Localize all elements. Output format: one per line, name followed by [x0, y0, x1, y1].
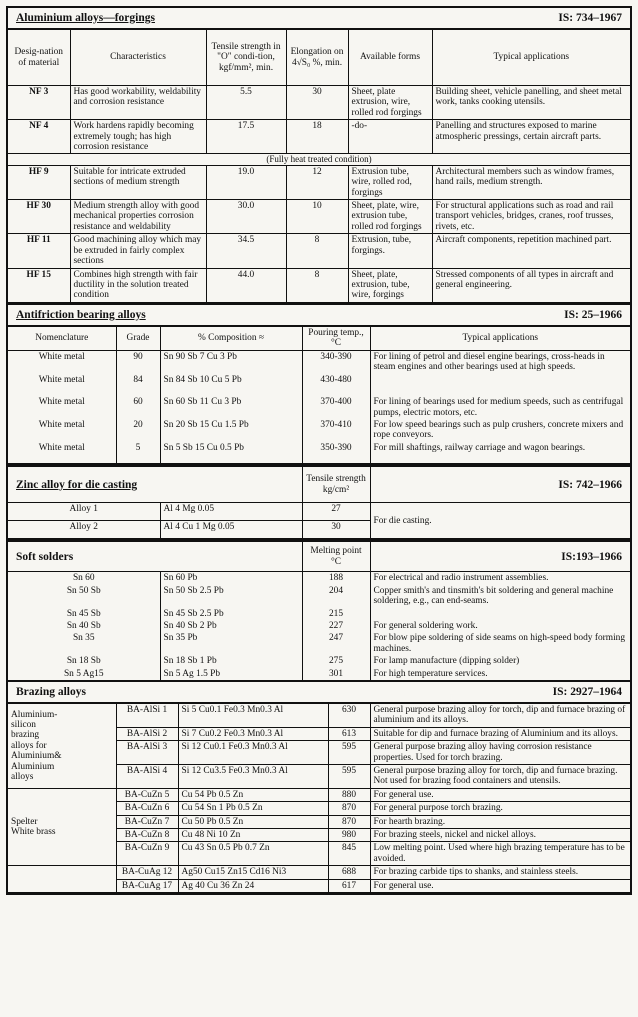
- solder-composition-cell: Sn 60 Pb: [160, 572, 302, 585]
- characteristics-cell: Has good workability, weldability and corrosion resistance: [70, 86, 206, 120]
- composition-cell: Sn 60 Sb 11 Cu 3 Pb: [160, 396, 302, 419]
- forms-cell: Extrusion tube, wire, rolled rod, forgings: [348, 165, 432, 199]
- antifriction-title: Antifriction bearing alloys: [16, 308, 146, 321]
- table-row: [8, 374, 630, 396]
- applications-cell: Stressed components of all types in aircraft and general engineering.: [432, 268, 630, 302]
- tensile-cell: 19.0: [206, 165, 286, 199]
- tensile-cell: 17.5: [206, 120, 286, 154]
- applications-cell: Aircraft components, repetition machined part.: [432, 234, 630, 268]
- melting-point-cell: 204: [302, 585, 370, 608]
- col-forms: Available forms: [348, 30, 432, 86]
- solder-application-cell: For electrical and radio instrument assemblies.: [370, 572, 630, 585]
- brazing-grade-cell: BA-CuZn 8: [116, 829, 178, 842]
- solder-name-cell: Sn 60: [8, 572, 160, 585]
- col-composition: % Composition ≈: [160, 326, 302, 350]
- designation-cell: HF 30: [8, 200, 70, 234]
- zinc-application: For die casting.: [370, 503, 630, 539]
- application-cell: For mill shaftings, railway carriage and wagon bearings.: [370, 442, 630, 464]
- tensile-cell: 34.5: [206, 234, 286, 268]
- solder-name-cell: Sn 35: [8, 632, 160, 655]
- group-label-line: Aluminium: [11, 761, 55, 772]
- col-grade: Grade: [116, 326, 160, 350]
- elongation-cell: 30: [286, 86, 348, 120]
- brazing-group-label: [8, 704, 116, 789]
- brazing-grade-cell: BA-CuZn 6: [116, 802, 178, 815]
- table-row: [8, 442, 630, 464]
- brazing-application-cell: For hearth brazing.: [370, 815, 630, 828]
- zinc-standard: IS: 742–1966: [558, 478, 622, 491]
- table-row: [8, 866, 630, 879]
- col-typical-applications: Typical applications: [370, 326, 630, 350]
- solders-table: [8, 541, 630, 680]
- brazing-melting-cell: 613: [328, 727, 370, 740]
- composition-cell: Sn 5 Sb 15 Cu 0.5 Pb: [160, 442, 302, 464]
- characteristics-cell: Medium strength alloy with good mechanical properties corrosion resistance and weldability: [70, 200, 206, 234]
- elongation-cell: 8: [286, 234, 348, 268]
- brazing-application-cell: Suitable for dip and furnace brazing of Aluminium and its alloys.: [370, 727, 630, 740]
- forms-cell: -do-: [348, 120, 432, 154]
- composition-cell: Sn 84 Sb 10 Cu 5 Pb: [160, 374, 302, 396]
- solder-name-cell: Sn 45 Sb: [8, 608, 160, 620]
- table-row: [8, 704, 630, 728]
- brazing-application-cell: General purpose brazing alloy having corrosion resistance properties. Used for torch brazing.: [370, 741, 630, 765]
- grade-cell: 84: [116, 374, 160, 396]
- melting-point-cell: 247: [302, 632, 370, 655]
- melting-point-cell: 188: [302, 572, 370, 585]
- col-applications: Typical applications: [432, 30, 630, 86]
- solder-application-cell: For blow pipe soldering of side seams on high-speed body forming machines.: [370, 632, 630, 655]
- brazing-standard: IS: 2927–1964: [552, 686, 622, 698]
- tensile-cell: 5.5: [206, 86, 286, 120]
- table-row: [8, 350, 630, 374]
- col-characteristics: Characteristics: [70, 30, 206, 86]
- table-row: [8, 86, 630, 120]
- brazing-application-cell: General purpose brazing alloy for torch, dip and furnace brazing. Not used for brazing food containers and utensils.: [370, 765, 630, 789]
- pouring-temp-cell: 370-400: [302, 396, 370, 419]
- table-row: [8, 200, 630, 234]
- designation-cell: HF 11: [8, 234, 70, 268]
- forms-cell: Extrusion, tube, forgings.: [348, 234, 432, 268]
- col-elongation: Elongation on 4√S₀ %, min.: [286, 30, 348, 86]
- brazing-composition-cell: Cu 43 Sn 0.5 Pb 0.7 Zn: [178, 842, 328, 866]
- brazing-composition-cell: Si 12 Cu0.1 Fe0.3 Mn0.3 Al: [178, 741, 328, 765]
- grade-cell: 90: [116, 350, 160, 374]
- group-label-line: White brass: [11, 827, 56, 838]
- characteristics-cell: Work hardens rapidly becoming extremely tough; has high corrosion resistance: [70, 120, 206, 154]
- melting-point-cell: 301: [302, 668, 370, 680]
- table-row: [8, 620, 630, 632]
- brazing-melting-cell: 980: [328, 829, 370, 842]
- solder-application-cell: For lamp manufacture (dipping solder): [370, 655, 630, 667]
- solder-composition-cell: Sn 18 Sb 1 Pb: [160, 655, 302, 667]
- brazing-grade-cell: BA-CuZn 9: [116, 842, 178, 866]
- solder-application-cell: Copper smith's and tinsmith's bit soldering and general machine soldering, e.g., can end-seams.: [370, 585, 630, 608]
- group-label-line: silicon: [11, 719, 36, 730]
- grade-cell: 60: [116, 396, 160, 419]
- forgings-standard: IS: 734–1967: [558, 12, 622, 24]
- table-row: [8, 608, 630, 620]
- brazing-group-label: [8, 788, 116, 865]
- table-row: [8, 655, 630, 667]
- solder-composition-cell: Sn 40 Sb 2 Pb: [160, 620, 302, 632]
- brazing-melting-cell: 595: [328, 741, 370, 765]
- forms-cell: Sheet, plate extrusion, wire, rolled rod forgings: [348, 86, 432, 120]
- application-cell: [370, 374, 630, 396]
- forms-cell: Sheet, plate, wire, extrusion tube, rolled rod forgings: [348, 200, 432, 234]
- melting-point-cell: 215: [302, 608, 370, 620]
- solder-composition-cell: Sn 45 Sb 2.5 Pb: [160, 608, 302, 620]
- composition-cell: Sn 20 Sb 15 Cu 1.5 Pb: [160, 419, 302, 442]
- elongation-cell: 18: [286, 120, 348, 154]
- solders-title: Soft solders: [16, 550, 74, 563]
- brazing-melting-cell: 688: [328, 866, 370, 879]
- zinc-alloy-1: Alloy 1: [8, 503, 160, 521]
- brazing-composition-cell: Si 7 Cu0.2 Fe0.3 Mn0.3 Al: [178, 727, 328, 740]
- zinc-title: Zinc alloy for die casting: [16, 478, 138, 491]
- brazing-table: [8, 703, 630, 893]
- pouring-temp-cell: 350-390: [302, 442, 370, 464]
- melting-point-cell: 227: [302, 620, 370, 632]
- solder-application-cell: For high temperature services.: [370, 668, 630, 680]
- brazing-application-cell: For brazing steels, nickel and nickel alloys.: [370, 829, 630, 842]
- table-row: [8, 268, 630, 302]
- forgings-table: [8, 29, 630, 303]
- characteristics-cell: Suitable for intricate extruded sections of medium strength: [70, 165, 206, 199]
- solder-composition-cell: Sn 35 Pb: [160, 632, 302, 655]
- elongation-cell: 12: [286, 165, 348, 199]
- zinc-ts-1: 27: [302, 503, 370, 521]
- applications-cell: Architectural members such as window frames, hand rails, medium strength.: [432, 165, 630, 199]
- brazing-grade-cell: BA-AlSi 2: [116, 727, 178, 740]
- group-label-line: brazing: [11, 730, 40, 741]
- brazing-melting-cell: 870: [328, 815, 370, 828]
- application-cell: For lining of bearings used for medium speeds, such as centrifugal pumps, electric motors, etc.: [370, 396, 630, 419]
- solder-application-cell: For general soldering work.: [370, 620, 630, 632]
- pouring-temp-cell: 340-390: [302, 350, 370, 374]
- table-row: [8, 572, 630, 585]
- brazing-section: [8, 682, 630, 893]
- zinc-comp-1: Al 4 Mg 0.05: [160, 503, 302, 521]
- solder-composition-cell: Sn 50 Sb 2.5 Pb: [160, 585, 302, 608]
- elongation-cell: 8: [286, 268, 348, 302]
- brazing-grade-cell: BA-AlSi 3: [116, 741, 178, 765]
- brazing-application-cell: General purpose brazing alloy for torch, dip and furnace brazing of aluminium and its alloys.: [370, 704, 630, 728]
- solder-name-cell: Sn 40 Sb: [8, 620, 160, 632]
- group-label-line: Spelter: [11, 816, 38, 827]
- brazing-application-cell: For brazing carbide tips to shanks, and stainless steels.: [370, 866, 630, 879]
- designation-cell: HF 9: [8, 165, 70, 199]
- solder-application-cell: [370, 608, 630, 620]
- brazing-grade-cell: BA-CuZn 7: [116, 815, 178, 828]
- antifriction-header: [8, 305, 630, 326]
- solders-section: [8, 541, 630, 682]
- elongation-cell: 10: [286, 200, 348, 234]
- brazing-melting-cell: 870: [328, 802, 370, 815]
- brazing-melting-cell: 617: [328, 879, 370, 892]
- brazing-composition-cell: Cu 50 Pb 0.5 Zn: [178, 815, 328, 828]
- brazing-group-label: [8, 866, 116, 893]
- col-designation: Desig-nation of material: [8, 30, 70, 86]
- table-row: [8, 585, 630, 608]
- heat-treated-note: (Fully heat treated condition): [266, 154, 372, 165]
- characteristics-cell: Combines high strength with fair ductility in the solution treated condition: [70, 268, 206, 302]
- table-row: [8, 396, 630, 419]
- solder-name-cell: Sn 18 Sb: [8, 655, 160, 667]
- nomenclature-cell: White metal: [8, 396, 116, 419]
- melting-point-cell: 275: [302, 655, 370, 667]
- group-label-line: alloys for: [11, 740, 47, 751]
- group-label-line: alloys: [11, 771, 34, 782]
- brazing-composition-cell: Si 12 Cu3.5 Fe0.3 Mn0.3 Al: [178, 765, 328, 789]
- table-row: [8, 668, 630, 680]
- brazing-grade-cell: BA-AlSi 1: [116, 704, 178, 728]
- forgings-section: [8, 8, 630, 305]
- brazing-composition-cell: Cu 48 Ni 10 Zn: [178, 829, 328, 842]
- brazing-melting-cell: 630: [328, 704, 370, 728]
- brazing-header: [8, 682, 630, 703]
- alloy-data-sheet: [6, 6, 632, 895]
- brazing-application-cell: Low melting point. Used where high brazing temperature has to be avoided.: [370, 842, 630, 866]
- col-tensile: Tensile strength in "O" condi-tion, kgf/mm², min.: [206, 30, 286, 86]
- col-nomenclature: Nomenclature: [8, 326, 116, 350]
- brazing-melting-cell: 880: [328, 788, 370, 801]
- forgings-title: Aluminium alloys—forgings: [16, 12, 155, 24]
- nomenclature-cell: White metal: [8, 442, 116, 464]
- brazing-composition-cell: Ag 40 Cu 36 Zn 24: [178, 879, 328, 892]
- zinc-alloy-2: Alloy 2: [8, 521, 160, 539]
- antifriction-table: [8, 326, 630, 465]
- forms-cell: Sheet, plate, extrusion, tube, wire, forgings: [348, 268, 432, 302]
- solder-composition-cell: Sn 5 Ag 1.5 Pb: [160, 668, 302, 680]
- brazing-title: Brazing alloys: [16, 686, 86, 698]
- applications-cell: Panelling and structures exposed to marine atmospheric pressings, certain aircraft parts.: [432, 120, 630, 154]
- table-row: [8, 788, 630, 801]
- brazing-application-cell: For general use.: [370, 879, 630, 892]
- application-cell: For low speed bearings such as pulp crushers, concrete mixers and rope conveyors.: [370, 419, 630, 442]
- antifriction-standard: IS: 25–1966: [564, 308, 622, 321]
- antifriction-section: [8, 305, 630, 467]
- table-row: [8, 165, 630, 199]
- zinc-comp-2: Al 4 Cu 1 Mg 0.05: [160, 521, 302, 539]
- applications-cell: For structural applications such as road and rail transport vehicles, bridges, cranes, roof trusses, rivets, etc.: [432, 200, 630, 234]
- forgings-header: [8, 8, 630, 29]
- brazing-composition-cell: Ag50 Cu15 Zn15 Cd16 Ni3: [178, 866, 328, 879]
- brazing-grade-cell: BA-CuAg 12: [116, 866, 178, 879]
- brazing-composition-cell: Cu 54 Pb 0.5 Zn: [178, 788, 328, 801]
- table-row: [8, 234, 630, 268]
- col-pouring-temp: Pouring temp., °C: [302, 326, 370, 350]
- brazing-application-cell: For general use.: [370, 788, 630, 801]
- table-row: [8, 120, 630, 154]
- designation-cell: HF 15: [8, 268, 70, 302]
- table-row: [8, 419, 630, 442]
- brazing-melting-cell: 595: [328, 765, 370, 789]
- brazing-grade-cell: BA-CuZn 5: [116, 788, 178, 801]
- brazing-grade-cell: BA-CuAg 17: [116, 879, 178, 892]
- designation-cell: NF 3: [8, 86, 70, 120]
- tensile-cell: 44.0: [206, 268, 286, 302]
- solder-name-cell: Sn 5 Ag15: [8, 668, 160, 680]
- grade-cell: 20: [116, 419, 160, 442]
- solder-name-cell: Sn 50 Sb: [8, 585, 160, 608]
- applications-cell: Building sheet, vehicle panelling, and sheet metal work, tanks cooking utensils.: [432, 86, 630, 120]
- characteristics-cell: Good machining alloy which may be extruded in fairly complex sections: [70, 234, 206, 268]
- group-label-line: Aluminium&: [11, 751, 62, 762]
- brazing-application-cell: For general purpose torch brazing.: [370, 802, 630, 815]
- brazing-composition-cell: Si 5 Cu0.1 Fe0.3 Mn0.3 Al: [178, 704, 328, 728]
- solders-standard: IS:193–1966: [561, 550, 622, 563]
- tensile-cell: 30.0: [206, 200, 286, 234]
- zinc-ts-2: 30: [302, 521, 370, 539]
- brazing-melting-cell: 845: [328, 842, 370, 866]
- pouring-temp-cell: 370-410: [302, 419, 370, 442]
- grade-cell: 5: [116, 442, 160, 464]
- brazing-grade-cell: BA-AlSi 4: [116, 765, 178, 789]
- application-cell: For lining of petrol and diesel engine bearings, cross-heads in steam engines and other bearings used at high speeds.: [370, 350, 630, 374]
- zinc-ts-header: Tensile strength kg/cm²: [302, 467, 370, 503]
- nomenclature-cell: White metal: [8, 419, 116, 442]
- composition-cell: Sn 90 Sb 7 Cu 3 Pb: [160, 350, 302, 374]
- zinc-section: [8, 466, 630, 541]
- table-row: [8, 632, 630, 655]
- designation-cell: NF 4: [8, 120, 70, 154]
- nomenclature-cell: White metal: [8, 350, 116, 374]
- zinc-table: [8, 466, 630, 539]
- solders-mp-header: Melting point °C: [302, 542, 370, 572]
- nomenclature-cell: White metal: [8, 374, 116, 396]
- group-label-line: Aluminium-: [11, 709, 58, 720]
- pouring-temp-cell: 430-480: [302, 374, 370, 396]
- brazing-composition-cell: Cu 54 Sn 1 Pb 0.5 Zn: [178, 802, 328, 815]
